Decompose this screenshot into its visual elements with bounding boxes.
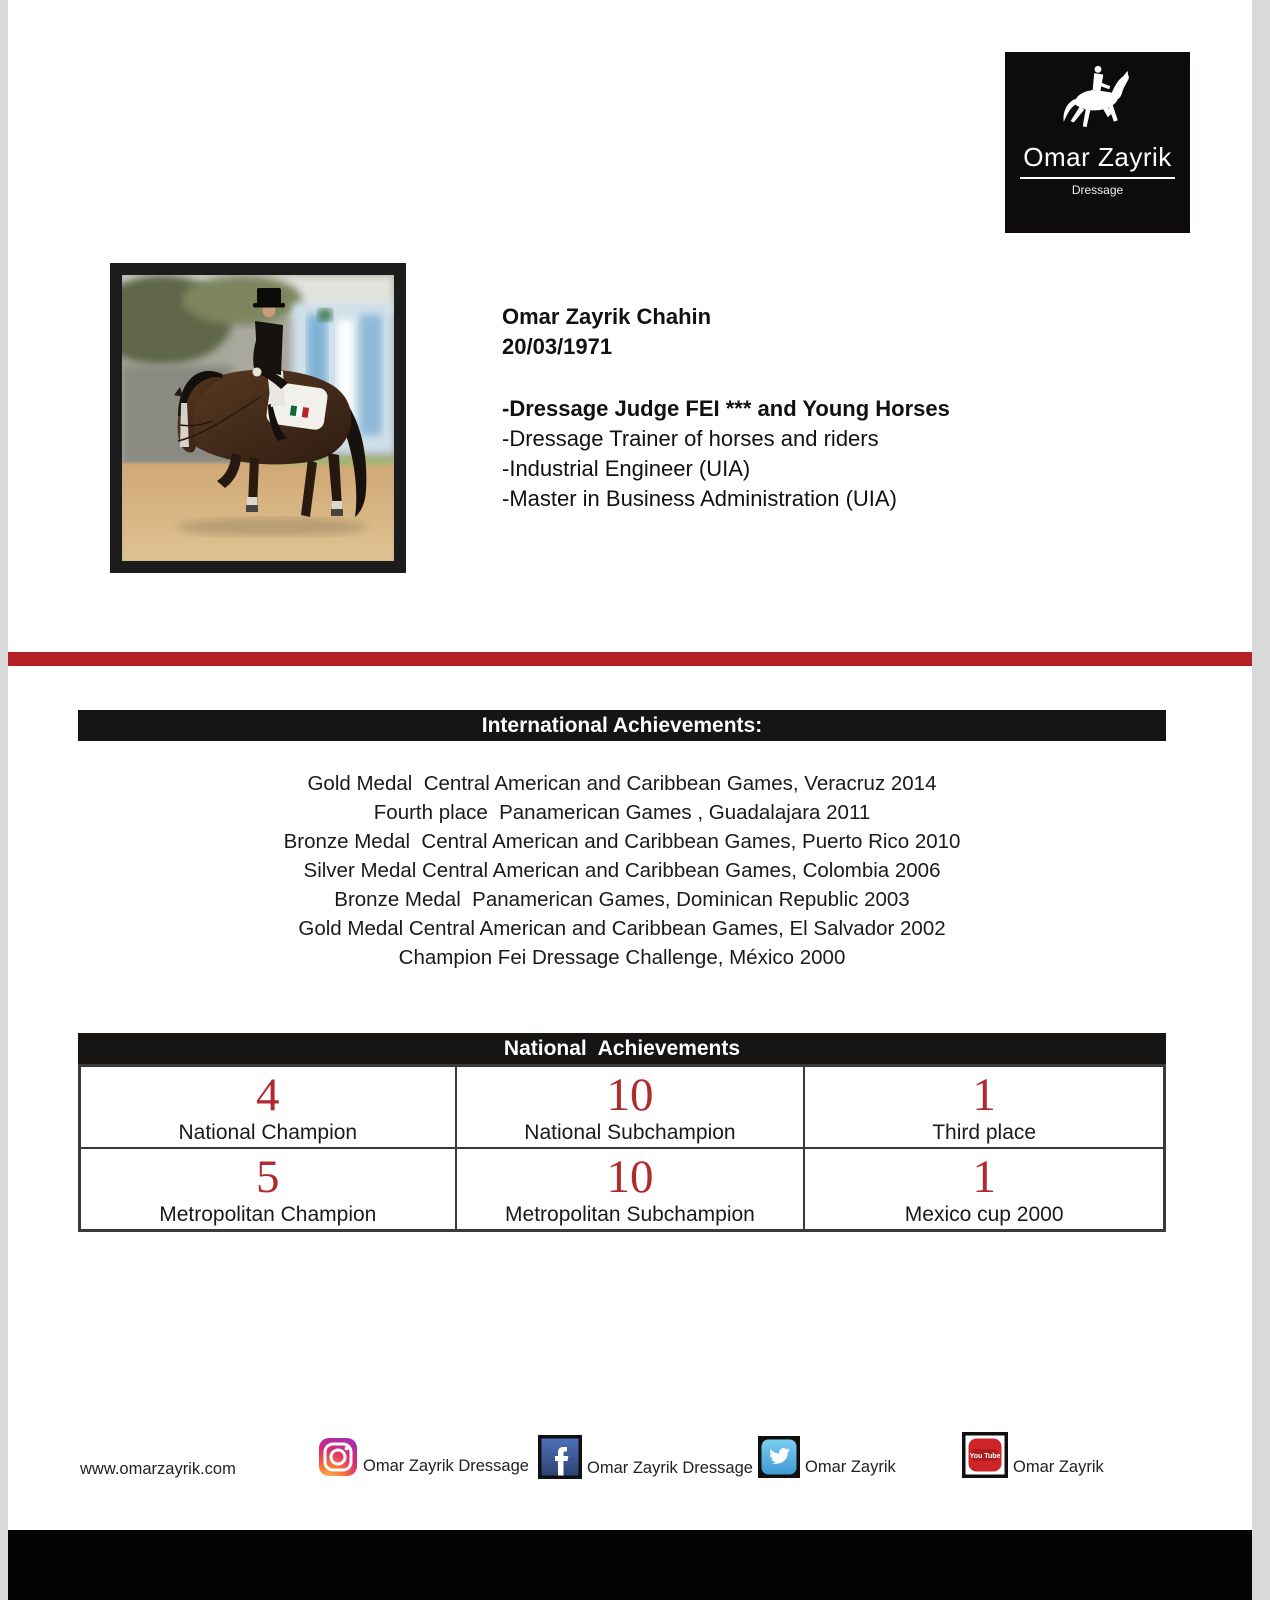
- youtube-icon[interactable]: [962, 1432, 1008, 1478]
- achievement-item: Bronze Medal Panamerican Games, Dominican Republic 2003: [334, 888, 910, 911]
- achievement-item: Champion Fei Dressage Challenge, México 2000: [398, 946, 846, 969]
- international-achievements-header: International Achievements:: [78, 710, 1166, 741]
- table-cell: [80, 1148, 456, 1230]
- brand-logo: [1005, 52, 1190, 233]
- social-instagram[interactable]: [318, 1437, 529, 1477]
- cell-label: Metropolitan Subchampion: [505, 1203, 755, 1226]
- national-achievements-table: [78, 1064, 1166, 1232]
- red-divider: [8, 652, 1252, 666]
- youtube-handle[interactable]: Omar Zayrik: [1013, 1458, 1104, 1476]
- cell-value: 4: [256, 1069, 280, 1121]
- social-facebook[interactable]: [538, 1435, 753, 1479]
- achievement-item: Gold Medal Central American and Caribbean Games, El Salvador 2002: [298, 917, 946, 940]
- national-achievements-header: National Achievements: [78, 1033, 1166, 1064]
- international-achievements-list: [78, 769, 1166, 972]
- website-link[interactable]: www.omarzayrik.com: [80, 1460, 236, 1478]
- social-youtube[interactable]: [962, 1432, 1104, 1478]
- roles-list: [502, 394, 1102, 514]
- achievement-item: Gold Medal Central American and Caribbean Games, Veracruz 2014: [307, 772, 937, 795]
- person-name: Omar Zayrik Chahin: [502, 304, 712, 329]
- instagram-handle[interactable]: Omar Zayrik Dressage: [363, 1457, 529, 1475]
- achievement-item: Bronze Medal Central American and Caribbean Games, Puerto Rico 2010: [283, 830, 961, 853]
- twitter-handle[interactable]: Omar Zayrik: [805, 1458, 896, 1476]
- cell-label: Third place: [932, 1121, 1037, 1144]
- birthdate: 20/03/1971: [502, 334, 613, 359]
- cell-label: National Subchampion: [524, 1121, 736, 1144]
- table-cell: [456, 1066, 805, 1148]
- cell-value: 1: [972, 1151, 996, 1203]
- cell-label: Mexico cup 2000: [904, 1203, 1064, 1226]
- role-item: -Industrial Engineer (UIA): [502, 456, 751, 481]
- social-twitter[interactable]: [758, 1436, 896, 1478]
- facebook-handle[interactable]: Omar Zayrik Dressage: [587, 1459, 753, 1477]
- role-item: -Master in Business Administration (UIA): [502, 486, 897, 511]
- role-item: -Dressage Trainer of horses and riders: [502, 426, 879, 451]
- facebook-icon[interactable]: [538, 1435, 582, 1479]
- bio-block: [502, 302, 1102, 514]
- dressage-rider-photo-illustration: [122, 275, 394, 561]
- horse-rider-logo-icon: [1048, 64, 1148, 140]
- cell-value: 10: [606, 1151, 654, 1203]
- achievement-item: Fourth place Panamerican Games , Guadalajara 2011: [373, 801, 871, 824]
- instagram-icon[interactable]: [318, 1437, 358, 1477]
- cell-label: Metropolitan Champion: [159, 1203, 377, 1226]
- table-cell: [804, 1148, 1164, 1230]
- cell-value: 5: [256, 1151, 280, 1203]
- rider-photo: [110, 263, 406, 573]
- document-page: [8, 0, 1252, 1600]
- role-item: -Dressage Judge FEI *** and Young Horses: [502, 396, 950, 421]
- cell-label: National Champion: [178, 1121, 358, 1144]
- twitter-icon[interactable]: [758, 1436, 800, 1478]
- cell-value: 1: [972, 1069, 996, 1121]
- bottom-bar: [8, 1530, 1252, 1600]
- brand-name: Omar Zayrik: [1020, 142, 1175, 179]
- svg-text:You Tube: You Tube: [969, 1453, 1001, 1460]
- table-cell: [456, 1148, 805, 1230]
- cell-value: 10: [606, 1069, 654, 1121]
- brand-subtitle: Dressage: [1071, 183, 1124, 197]
- table-cell: [804, 1066, 1164, 1148]
- table-cell: [80, 1066, 456, 1148]
- achievement-item: Silver Medal Central American and Caribbean Games, Colombia 2006: [303, 859, 941, 882]
